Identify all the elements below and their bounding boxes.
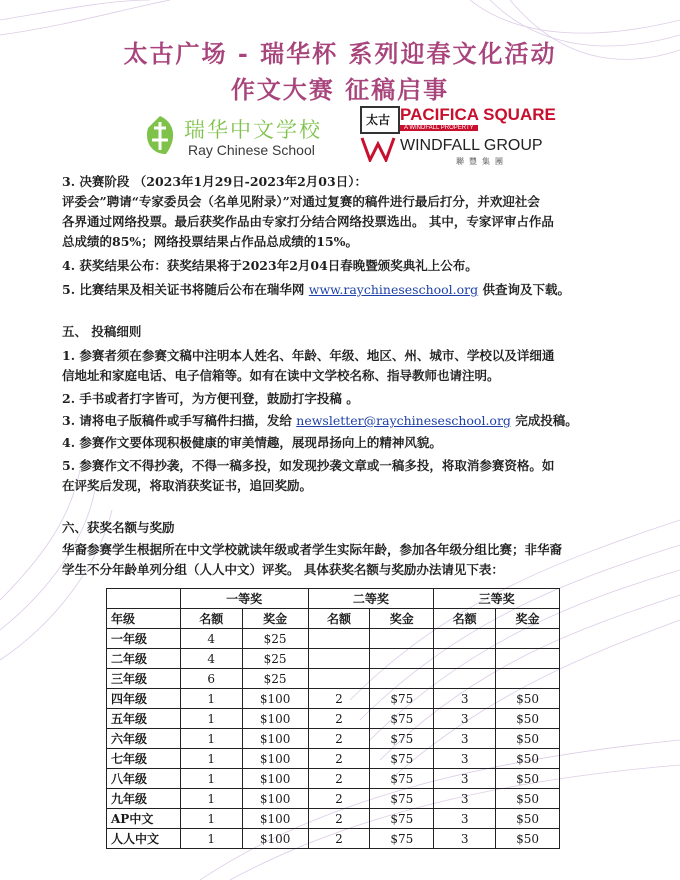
prize-amount-cell: $75 [370, 689, 434, 709]
quota-cell: 2 [308, 729, 370, 749]
table-row [107, 749, 560, 769]
prize-amount-cell [496, 629, 560, 649]
quota-cell [308, 629, 370, 649]
sub-header: 名额 [434, 609, 496, 629]
poster-title-line1: 太古广场 - 瑞华杯 系列迎春文化活动 [123, 39, 557, 68]
quota-cell: 1 [180, 689, 242, 709]
quota-cell: 2 [308, 809, 370, 829]
submission-rules-heading: 五、 投稿细则 [62, 324, 142, 339]
prize-amount-cell: $50 [496, 749, 560, 769]
windfall-mark-icon [360, 136, 396, 162]
quota-cell: 4 [180, 649, 242, 669]
quota-cell [308, 669, 370, 689]
quota-cell: 2 [308, 829, 370, 849]
prize-amount-cell: $50 [496, 789, 560, 809]
rule-3: 3. 请将电子版稿件或手写稿件扫描，发给 newsletter@raychineseschool.org 完成投稿。 [62, 413, 578, 428]
prize-amount-cell: $50 [496, 809, 560, 829]
windfall-logo-text: WINDFALL GROUP [400, 137, 543, 154]
table-group-header-row [107, 589, 560, 609]
quota-cell: 3 [434, 689, 496, 709]
quota-cell: 1 [180, 809, 242, 829]
awards-text-2: 学生不分年龄单列分组（人人中文）评奖。 具体获奖名额与奖励办法请见下表： [62, 562, 504, 577]
prize-amount-cell [370, 649, 434, 669]
prize-amount-cell: $100 [242, 789, 308, 809]
prize-amount-cell: $50 [496, 769, 560, 789]
prize-amount-cell: $50 [496, 829, 560, 849]
prize-amount-cell: $75 [370, 769, 434, 789]
grade-cell: 二年级 [107, 649, 181, 669]
first-prize-header: 一等奖 [180, 589, 308, 609]
pacifica-windfall-logo [360, 106, 590, 166]
windfall-logo-cn: 聯豐集團 [456, 157, 508, 166]
prize-amount-cell: $25 [242, 669, 308, 689]
prize-amount-cell: $100 [242, 809, 308, 829]
prize-amount-cell: $50 [496, 689, 560, 709]
ray-logo-en: Ray Chinese School [188, 142, 315, 158]
prize-amount-cell: $100 [242, 749, 308, 769]
prize-amount-cell: $75 [370, 729, 434, 749]
rule-2: 2. 手书或者打字皆可，为方便刊登，鼓励打字投稿 。 [62, 391, 359, 406]
table-row [107, 829, 560, 849]
grade-header: 年级 [107, 609, 181, 629]
prize-amount-cell [370, 629, 434, 649]
quota-cell: 3 [434, 769, 496, 789]
results-publication: 5. 比赛结果及相关证书将随后公布在瑞华网 www.raychineseschool.org 供查询及下载。 [62, 282, 571, 297]
quota-cell: 1 [180, 829, 242, 849]
email-link[interactable]: newsletter@raychineseschool.org [296, 413, 511, 428]
rule-5a: 5. 参赛作文不得抄袭，不得一稿多投，如发现抄袭文章或一稿多投，将取消参赛资格。如 [62, 458, 555, 473]
quota-cell: 3 [434, 829, 496, 849]
prize-amount-cell: $75 [370, 709, 434, 729]
pacifica-mark-icon: 太古 [360, 106, 400, 134]
sub-header: 奖金 [370, 609, 434, 629]
website-link[interactable]: www.raychineseschool.org [308, 282, 479, 297]
prize-amount-cell: $100 [242, 709, 308, 729]
prize-amount-cell: $50 [496, 709, 560, 729]
grade-cell: 四年级 [107, 689, 181, 709]
table-row [107, 769, 560, 789]
quota-cell: 2 [308, 769, 370, 789]
prize-amount-cell: $75 [370, 749, 434, 769]
table-row [107, 689, 560, 709]
quota-cell: 3 [434, 789, 496, 809]
quota-cell [308, 649, 370, 669]
grade-cell: 六年级 [107, 729, 181, 749]
prize-amount-cell [496, 649, 560, 669]
prize-amount-cell: $25 [242, 649, 308, 669]
quota-cell [434, 649, 496, 669]
table-row [107, 729, 560, 749]
prize-amount-cell [370, 669, 434, 689]
ray-logo-cn: 瑞华中文学校 [184, 118, 322, 142]
quota-cell: 3 [434, 809, 496, 829]
sub-header: 名额 [308, 609, 370, 629]
grade-cell: 人人中文 [107, 829, 181, 849]
quota-cell: 1 [180, 729, 242, 749]
ray-leaf-icon [140, 114, 180, 158]
final-stage-text-2: 各界通过网络投票。最后获奖作品由专家打分结合网络投票选出。 其中，专家评审占作品 [62, 214, 554, 229]
sub-header: 名额 [180, 609, 242, 629]
prize-amount-cell: $100 [242, 729, 308, 749]
prize-amount-cell: $100 [242, 689, 308, 709]
quota-cell: 2 [308, 709, 370, 729]
prize-amount-cell: $75 [370, 809, 434, 829]
rule-4: 4. 参赛作文要体现积极健康的审美情趣，展现昂扬向上的精神风貌。 [62, 435, 442, 450]
table-row [107, 669, 560, 689]
grade-cell: 九年级 [107, 789, 181, 809]
pacifica-logo-text: PACIFICA SQUARE [400, 105, 556, 124]
grade-cell: 一年级 [107, 629, 181, 649]
final-stage-text-3: 总成绩的85%；网络投票结果占作品总成绩的15%。 [62, 234, 359, 249]
quota-cell: 3 [434, 749, 496, 769]
table-row [107, 709, 560, 729]
prize-amount-cell: $75 [370, 829, 434, 849]
results-announcement: 4. 获奖结果公布：获奖结果将于2023年2月04日春晚暨颁奖典礼上公布。 [62, 258, 478, 273]
grade-cell: 七年级 [107, 749, 181, 769]
prize-amount-cell: $25 [242, 629, 308, 649]
final-stage-text-1: 评委会”聘请“专家委员会（名单见附录）”对通过复赛的稿件进行最后打分，并欢迎社会 [62, 194, 540, 209]
final-stage-line: 3. 决赛阶段 （2023年1月29日-2023年2月03日）： [62, 174, 367, 189]
poster-title-line2: 作文大赛 征稿启事 [230, 75, 450, 104]
awards-heading: 六、获奖名额与奖励 [62, 520, 175, 535]
ray-chinese-school-logo [140, 112, 340, 164]
quota-cell: 1 [180, 789, 242, 809]
grade-cell: 三年级 [107, 669, 181, 689]
table-row [107, 649, 560, 669]
table-sub-header-row [107, 609, 560, 629]
quota-cell: 1 [180, 709, 242, 729]
prize-amount-cell: $100 [242, 769, 308, 789]
third-prize-header: 三等奖 [434, 589, 560, 609]
grade-cell: 八年级 [107, 769, 181, 789]
rule-1a: 1. 参赛者须在参赛文稿中注明本人姓名、年龄、年级、地区、州、城市、学校以及详细通 [62, 348, 555, 363]
second-prize-header: 二等奖 [308, 589, 434, 609]
sub-header: 奖金 [242, 609, 308, 629]
quota-cell: 1 [180, 769, 242, 789]
prize-amount-cell: $50 [496, 729, 560, 749]
quota-cell: 2 [308, 749, 370, 769]
quota-cell: 4 [180, 629, 242, 649]
quota-cell [434, 669, 496, 689]
rule-1b: 信地址和家庭电话、电子信箱等。如有在读中文学校名称、指导教师也请注明。 [62, 368, 500, 383]
awards-text-1: 华裔参赛学生根据所在中文学校就读年级或者学生实际年龄，参加各年级分组比赛；非华裔 [62, 542, 563, 557]
grade-cell: AP中文 [107, 809, 181, 829]
prize-amount-cell: $100 [242, 829, 308, 849]
quota-cell: 6 [180, 669, 242, 689]
quota-cell: 2 [308, 789, 370, 809]
prize-amount-cell [496, 669, 560, 689]
quota-cell: 3 [434, 729, 496, 749]
quota-cell: 1 [180, 749, 242, 769]
sub-header: 奖金 [496, 609, 560, 629]
quota-cell: 2 [308, 689, 370, 709]
table-row [107, 809, 560, 829]
prize-amount-cell: $75 [370, 789, 434, 809]
grade-cell: 五年级 [107, 709, 181, 729]
rule-5b: 在评奖后发现，将取消获奖证书，追回奖励。 [62, 478, 313, 493]
table-row [107, 789, 560, 809]
table-row [107, 629, 560, 649]
pacifica-logo-sub: A WINDFALL PROPERTY [400, 125, 478, 131]
quota-cell: 3 [434, 709, 496, 729]
quota-cell [434, 629, 496, 649]
prize-table [106, 588, 560, 849]
